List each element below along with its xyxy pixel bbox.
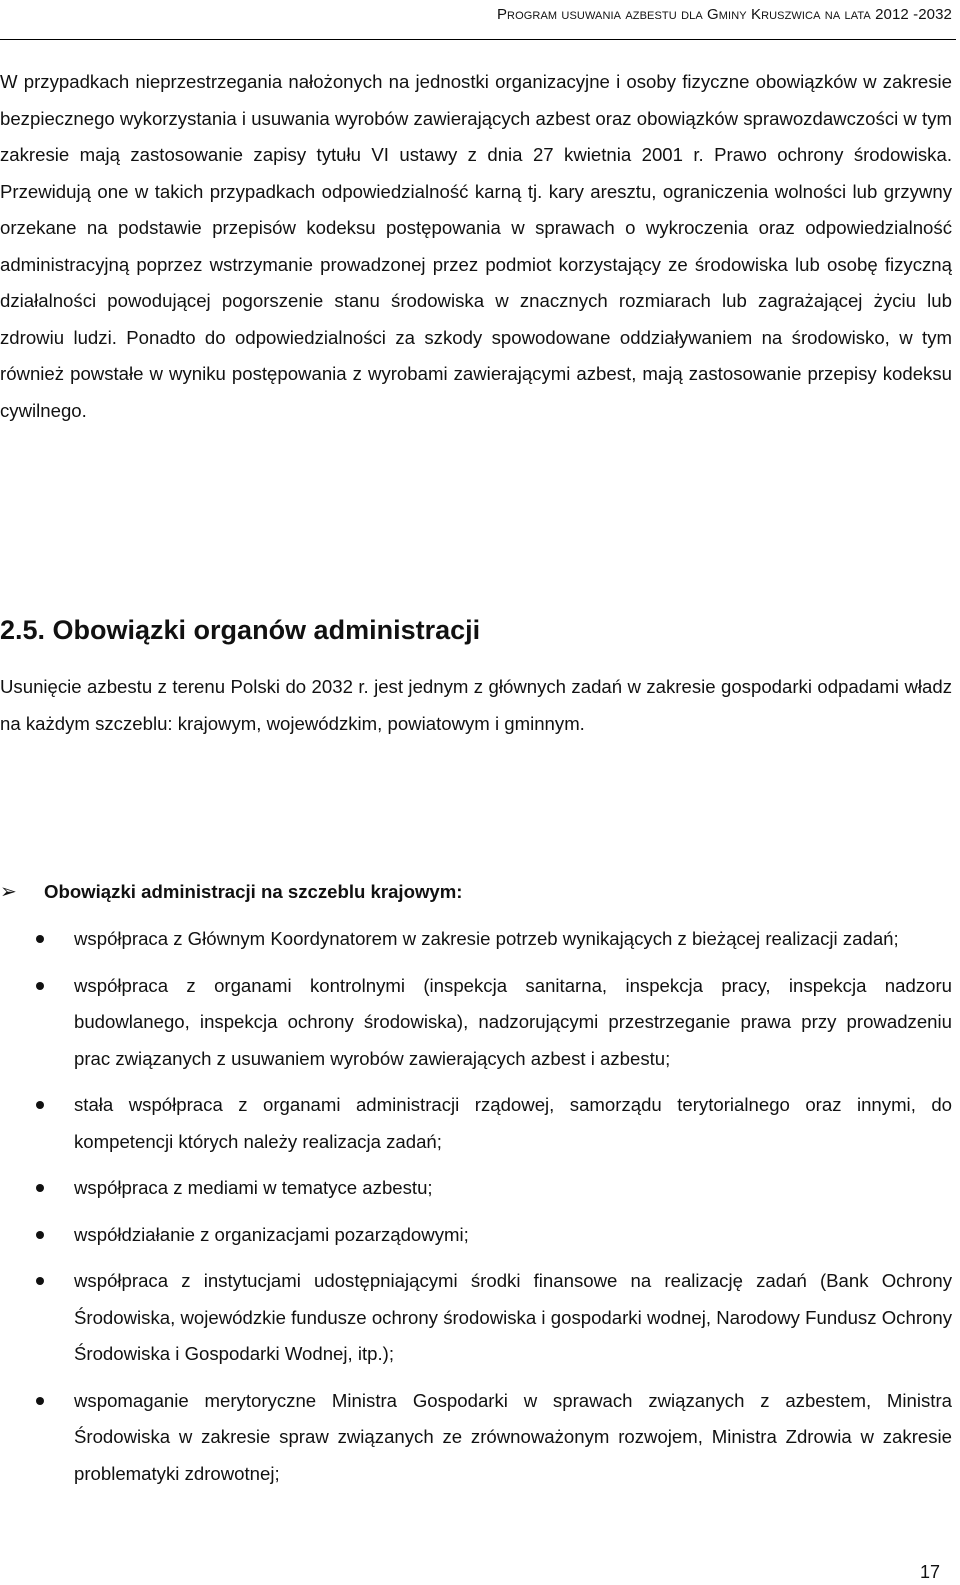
list-item xyxy=(0,1217,952,1254)
section-title: 2.5. Obowiązki organów administracji xyxy=(0,615,481,645)
list-item xyxy=(0,1087,952,1160)
page-number: 17 xyxy=(919,1562,940,1582)
list-item-text: współpraca z instytucjami udostępniającymi środki finansowe na realizację zadań (Bank Ochrony Środowiska, wojewódzkie fundusze ochrony środowiska i gospodarki wodnej, Narodowy Fundusz Ochrony Środowiska i Gospodarki Wodnej, itp.); xyxy=(74,1270,952,1364)
list-item xyxy=(0,1263,952,1373)
bullet-icon xyxy=(36,1184,44,1192)
list-item xyxy=(0,968,952,1078)
list-item-text: współpraca z mediami w tematyce azbestu; xyxy=(74,1177,433,1198)
running-header: Program usuwania azbestu dla Gminy Kruszwica na lata 2012 -2032 xyxy=(496,6,952,23)
bullet-icon xyxy=(36,1101,44,1109)
bullet-icon xyxy=(36,982,44,990)
bullet-icon xyxy=(36,1397,44,1405)
section-paragraph: Usunięcie azbestu z terenu Polski do 2032 r. jest jednym z głównych zadań w zakresie gospodarki odpadami władz na każdym szczeblu: krajowym, wojewódzkim, powiatowym i gminnym. xyxy=(0,676,952,734)
list-item-text: współpraca z Głównym Koordynatorem w zakresie potrzeb wynikających z bieżącej realizacji zadań; xyxy=(74,928,899,949)
arrow-bullet-icon: ➢ xyxy=(0,881,17,903)
list-item-text: wspomaganie merytoryczne Ministra Gospodarki w sprawach związanych z azbestem, Ministra Środowiska w zakresie spraw związanych ze zrównoważonym rozwojem, Ministra Zdrowia w zakresie problematyki zdrowotnej; xyxy=(74,1389,952,1484)
list-item xyxy=(0,1170,952,1207)
list-item-text: współpraca z organami kontrolnymi (inspekcja sanitarna, inspekcja pracy, inspekcja nadzoru budowlanego, inspekcja ochrony środowiska), nadzorującymi przestrzeganie prawa przy prowadzeniu prac związanych z usuwaniem wyrobów zawierających azbest i azbestu; xyxy=(74,974,952,1069)
list-item xyxy=(0,921,952,958)
intro-paragraph: W przypadkach nieprzestrzegania nałożonych na jednostki organizacyjne i osoby fizyczne obowiązków w zakresie bezpiecznego wykorzystania i usuwania wyrobów zawierających azbest oraz obowiązków sprawozdawczości w tym zakresie mają zastosowanie zapisy tytułu VI ustawy z dnia 27 kwietnia 2001 r. Prawo ochrony środowiska. Przewidują one w takich przypadkach odpowiedzialność karną tj. kary aresztu, ograniczenia wolności lub grzywny orzekane na podstawie przepisów kodeksu postępowania w sprawach o wykroczenia oraz odpowiedzialność administracyjną poprzez wstrzymanie prowadzonej przez podmiot korzystający ze środowiska lub osobę fizyczną działalności powodującej pogorszenie stanu środowiska w znacznych rozmiarach lub zagrażającej życiu lub zdrowiu ludzi. Ponadto do odpowiedzialności za szkody spowodowane oddziaływaniem na środowisko, w tym również powstałe w wyniku postępowania z wyrobami zawierającymi azbest, mają zastosowanie przepisy kodeksu cywilnego. xyxy=(0,71,952,421)
bullet-icon xyxy=(36,1277,44,1285)
bullet-icon xyxy=(36,935,44,943)
bullet-icon xyxy=(36,1231,44,1239)
list-item-text: współdziałanie z organizacjami pozarządowymi; xyxy=(74,1223,469,1245)
duties-list xyxy=(0,921,952,1502)
list-item xyxy=(0,1383,952,1493)
subsection-title: Obowiązki administracji na szczeblu krajowym: xyxy=(44,881,463,902)
header-rule xyxy=(0,39,956,40)
list-item-text: stała współpraca z organami administracji rządowej, samorządu terytorialnego oraz innymi, do kompetencji których należy realizacja zadań; xyxy=(74,1094,952,1152)
page-body xyxy=(0,64,952,1484)
